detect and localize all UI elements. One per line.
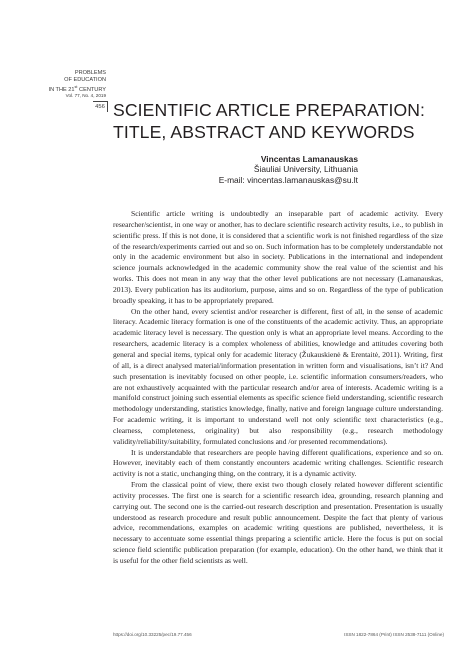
journal-name-line <box>36 84 106 94</box>
author-affiliation: Šiauliai University, Lithuania <box>253 164 358 175</box>
title-line: TITLE, ABSTRACT AND KEYWORDS <box>113 122 415 142</box>
page-number: 456 <box>93 101 108 112</box>
article-body <box>113 209 443 567</box>
body-paragraph: On the other hand, every scientist and/or researcher is different, first of all, in the sense of academic literacy. Academic literacy formation is one of the constituents of the academic activity. Thus, an appropriate academic literacy level is necessary. The question only is what an appropriate level means. According to the researchers, academic literacy is a complex wholeness of abilities, knowledge and attitudes covering both general and special items, typical only for academic literacy (Žukauskienė & Erentaitė, 2011). Writing, first of all, is a direct analysed material/information presentation in written form and visualisations, isn’t it? And such presentation is inevitably focused on other people, i.e. scientific information consumers/readers, who are not exhaustively acquainted with the particular research and/or area of interests. Academic writing is a manifold construct joining such essential elements as specific science field understanding, scientific research methodology understanding, statistics knowledge, finally, native and foreign language culture understanding. For academic writing, it is important to understand well not only scientific text characteristics (e.g., clearness, completeness, originality) but also responsibility (e.g., research methodology validity/reliability/suitability, formulated conclusions and /or presented recommendations). <box>113 306 443 446</box>
journal-name-text: CENTURY <box>77 86 106 93</box>
doi-link[interactable]: https://doi.org/10.33225/pec/19.77.456 <box>113 632 192 637</box>
journal-name-line: OF EDUCATION <box>64 76 106 83</box>
journal-name-line: PROBLEMS <box>74 70 106 76</box>
author-block <box>219 154 358 185</box>
body-paragraph: Scientific article writing is undoubtedly an inseparable part of academic activity. Every researcher/scientist, in one way or another, has to declare scientific research activity results, i.e., to publish in scientific press. If this is not done, it is considered that a scientific work is not finished regardless of the size of the research/experiments carried out and so on. Such information has to be completely understandable not only in the academic environment but also in society. Publications in the international and independent science journals acknowledged in the academic community show the real value of the scientist and his works. This does not mean in any way that the other level publications are not necessary (Lamanauskas, 2013). Every publication has its auditorium, purpose, aims and so on. Regardless of the type of publication broadly speaking, it has to be appropriately prepared. <box>113 209 443 305</box>
journal-header <box>36 70 106 100</box>
journal-name-superscript: st <box>74 84 78 89</box>
body-paragraph: From the classical point of view, there exist two though closely related however different scientific activity processes. The first one is search for a scientific research idea, grounding, research planning and carrying out. The second one is the carried-out research description and presentation. Presentation is usually understood as research procedure and result public announcement. Despite the fact that plenty of various advice, recommendations, examples on academic writing questions are published, nevertheless, it is necessary to accentuate some essential things preparing a scientific article. Here the focus is put on social science field scientific publication preparation (for example, education). On the other hand, we think that it is useful for the other field scientists as well. <box>113 480 443 565</box>
author-name: Vincentas Lamanauskas <box>260 154 358 164</box>
title-line: SCIENTIFIC ARTICLE PREPARATION: <box>113 100 426 120</box>
issn-info: ISSN 1822-7864 (Print) ISSN 2538-7111 (Online) <box>344 632 444 637</box>
journal-volume: Vol. 77, No. 4, 2019 <box>65 93 106 99</box>
body-paragraph: It is understandable that researchers are people having different qualifications, experience and so on. However, inevitably each of them constantly encounters academic writing challenges. Scientific research activity is not a static, unchanging thing, on the contrary, it is a dynamic activity. <box>113 447 443 479</box>
author-email: E-mail: vincentas.lamanauskas@su.lt <box>218 174 358 185</box>
article-title <box>113 99 443 143</box>
journal-name-text: IN THE 21 <box>48 86 75 93</box>
